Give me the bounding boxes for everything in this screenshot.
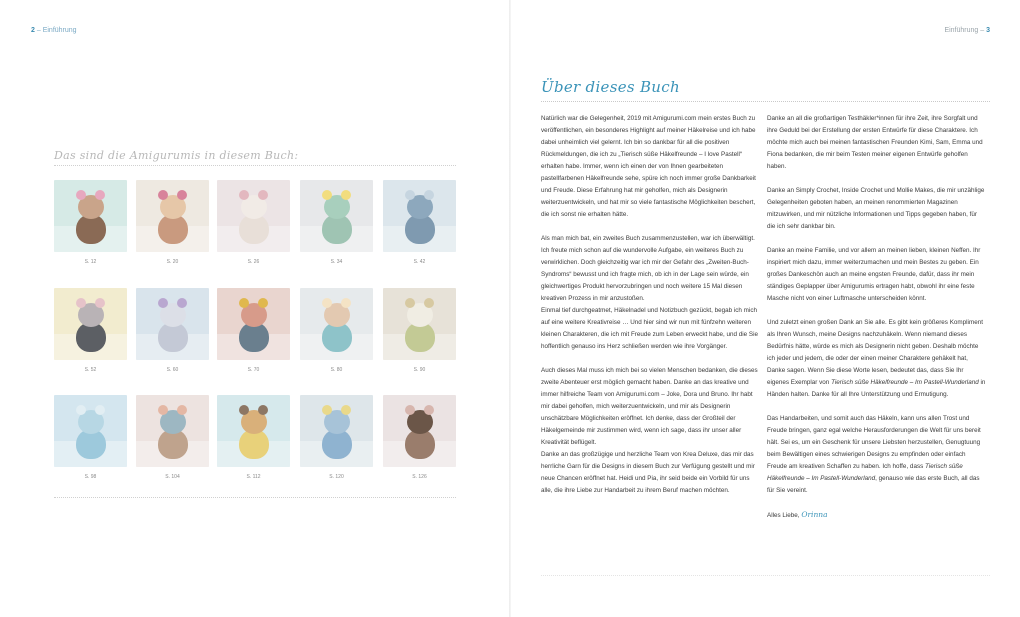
paragraph: Danke an meine Familie, und vor allem an meinen lieben, kleinen Neffen. Ihr inspiriert mich dazu, immer weiterzumachen und mein Bestes zu geben. Ein großes Dankeschön auch an meine engsten Freunde, dafür, dass ihr mein ständiges Geplapper über Amigurumis ertragen habt, obwohl ihr eine feste Masche nicht von einer Luftmasche unterscheiden könnt. (767, 247, 981, 302)
paragraph: Als man mich bat, ein zweites Buch zusammenzustellen, war ich überwältigt. Ich freute mich schon auf die wundervolle Aufgabe, ein weiteres Buch zu verwirklichen. Doch gleichzeitig war ich mir der Gefahr des „Zweiten-Buch-Syndroms“ bewusst und ich fragte mich, ob ich in der Lage sein würde, ein gleichwertiges Produkt hervorzubringen und noch weitere 15 Mal diesen kreativen Prozess in mir anzustoßen. (541, 235, 755, 302)
amigurumi-photo (300, 288, 373, 360)
amigurumi-photo (300, 395, 373, 467)
toy-ear (405, 190, 415, 200)
toy-ear (322, 298, 332, 308)
amigurumi-photo (217, 395, 290, 467)
photo-caption: S. 42 (413, 259, 426, 265)
toy-ear (424, 190, 434, 200)
toy-ear (341, 190, 351, 200)
paragraph: Danke an Simply Crochet, Inside Crochet und Mollie Makes, die mir unzählige Gelegenheiten geboten haben, an meinen renommierten Magazinen mitzuwirken, und mir nützliche Informationen und Tipps gegeben haben, für die ich sehr dankbar bin. (767, 187, 985, 230)
toy-ear (158, 298, 168, 308)
toy-ear (177, 298, 187, 308)
photo-caption: S. 98 (84, 474, 97, 480)
photo-caption: S. 126 (412, 474, 427, 480)
toy-ear (158, 190, 168, 200)
toy-ear (95, 405, 105, 415)
closing (767, 509, 986, 522)
title-divider (541, 101, 990, 102)
page-title: Über dieses Buch (541, 78, 680, 96)
amigurumi-grid-title: Das sind die Amigurumis in diesem Buch: (54, 149, 299, 162)
paragraph (767, 413, 986, 497)
right-page-header (944, 27, 990, 34)
paragraph: Danke an all die großartigen Testhäkler*innen für ihre Zeit, ihre Sorgfalt und ihre Geduld bei der Erstellung der ersten Entwürfe für diese Charaktere. Ich möchte mich auch bei meinen fantastischen Freunden Kimi, Sam, Emma und Fiona bedanken, die mir beim Testen meiner eigenen Entwürfe geholfen haben. (767, 115, 983, 170)
photo-caption: S. 52 (84, 367, 97, 373)
amigurumi-photo (383, 288, 456, 360)
photo-caption: S. 20 (166, 259, 179, 265)
toy-ear (76, 405, 86, 415)
left-page-header (31, 27, 77, 34)
toy-ear (76, 190, 86, 200)
grid-title-divider (54, 165, 456, 166)
photo-caption: S. 34 (330, 259, 343, 265)
toy-ear (239, 190, 249, 200)
text-column-right (767, 113, 986, 534)
paragraph: Natürlich war die Gelegenheit, 2019 mit Amigurumi.com mein erstes Buch zu veröffentlichen, ein besonderes Highlight auf meiner Häkelreise und ich habe dabei unheimlich viel gelernt. Ich bin so dankbar für all die positiven Rückmeldungen, die ich zu „Tierisch süße Häkelfreunde – I love Pastell“ erhalten habe. Immer, wenn ich einen der von Ihnen gearbeiteten pastellfarbenen Häkelfreunde sehe, spüre ich noch immer große Dankbarkeit und Freude. Diese Erfahrung hat mir geholfen, mich als Designerin weiterzuentwickeln, und hat mir so viele fantastische Möglichkeiten beschert, die ich sonst nie erhalten hätte. (541, 115, 756, 218)
right-page-section: Einführung – (944, 27, 985, 34)
toy-ear (158, 405, 168, 415)
toy-ear (405, 298, 415, 308)
toy-ear (239, 405, 249, 415)
toy-ear (177, 405, 187, 415)
amigurumi-photo (54, 395, 127, 467)
right-page-number: 3 (986, 27, 990, 34)
text-column-left (541, 113, 760, 509)
left-page-number: 2 (31, 27, 35, 34)
toy-ear (322, 405, 332, 415)
paragraph-text: in Händen halten. Danke für all Ihre Unterstützung und Ermutigung. (767, 379, 986, 398)
photo-caption: S. 70 (247, 367, 260, 373)
toy-ear (258, 405, 268, 415)
amigurumi-photo (54, 180, 127, 252)
amigurumi-photo (136, 395, 209, 467)
paragraph (767, 317, 986, 401)
toy-ear (322, 190, 332, 200)
photo-caption: S. 120 (329, 474, 344, 480)
photo-caption: S. 104 (165, 474, 180, 480)
photo-caption: S. 90 (413, 367, 426, 373)
amigurumi-photo (136, 180, 209, 252)
paragraph-text: , genauso wie das erste Buch, all das für Sie vereint. (767, 475, 980, 494)
amigurumi-photo (383, 395, 456, 467)
closing-text: Alles Liebe, (767, 512, 800, 519)
book-title-emphasis: Tierisch süße Häkelfreunde – Im Pastell-Wunderland (767, 463, 963, 482)
photo-caption: S. 12 (84, 259, 97, 265)
toy-ear (258, 298, 268, 308)
amigurumi-photo (300, 180, 373, 252)
signature: Orinna (801, 510, 828, 519)
book-spine (509, 0, 511, 617)
toy-ear (95, 298, 105, 308)
photo-caption: S. 26 (247, 259, 260, 265)
amigurumi-photo (136, 288, 209, 360)
page-bottom-divider (541, 575, 990, 576)
paragraph: Einmal tief durchgeatmet, Häkelnadel und Notizbuch gezückt, begab ich mich auf eine weitere Kreativreise … Und hier sind wir nun mit fünfzehn weiteren kleinen Charakteren, die ich mit Freude zum Leben erweckt habe, und die Sie hoffentlich genauso ins Herz schließen werden wie ihre Vorgänger. (541, 307, 759, 350)
paragraph: Auch dieses Mal muss ich mich bei so vielen Menschen bedanken, die dieses zweite Abenteuer erst möglich gemacht haben. Danke an das kreative und immer hilfreiche Team von Amigurumi.com – Joke, Dora und Bruno. Ihr habt mir dabei geholfen, mich weiterzuentwickeln, und mir als Designerin unschätzbare Möglichkeiten eröffnet. Ich denke, dass der Großteil der Häkelgemeinde mir zustimmen wird, wenn ich sage, dass ihr unser aller Kreativität beflügelt. (541, 367, 758, 446)
toy-ear (341, 405, 351, 415)
paragraph-text: Und zuletzt einen großen Dank an Sie alle. Es gibt kein größeres Kompliment als Ihren Wunsch, meine Designs nachzuhäkeln. Wenn niemand dieses Bedürfnis hätte, würde es mich als Designerin nicht geben. Deshalb möchte ich jeder und jedem, die oder der einen meiner Charaktere gehäkelt hat, Danke sagen. Wenn Sie diese Worte lesen, bedeutet das, dass Sie Ihr eigenes Exemplar von (767, 319, 983, 386)
toy-ear (258, 190, 268, 200)
amigurumi-photo (217, 288, 290, 360)
left-page-section: – Einführung (36, 27, 77, 34)
toy-ear (424, 298, 434, 308)
amigurumi-photo (54, 288, 127, 360)
paragraph-text: Das Handarbeiten, und somit auch das Häkeln, kann uns allen Trost und Freude bringen, ganz egal welche Herausforderungen die Welt für uns bereit hält. Sei es, um ein Geschenk für unsere Liebsten herzustellen, Genugtuung beim Bewältigen eines schwierigen Designs zu empfinden oder einfach Freude am kreativen Schaffen zu haben. Ich hoffe, dass (767, 415, 981, 470)
toy-ear (95, 190, 105, 200)
book-title-emphasis: Tierisch süße Häkelfreunde – Im Pastell-Wunderland (831, 379, 979, 386)
photo-caption: S. 60 (166, 367, 179, 373)
toy-ear (177, 190, 187, 200)
toy-ear (76, 298, 86, 308)
toy-ear (341, 298, 351, 308)
toy-ear (239, 298, 249, 308)
photo-caption: S. 112 (246, 474, 261, 480)
paragraph: Danke an das großzügige und herzliche Team von Krea Deluxe, das mir das herrliche Garn für die Designs in diesem Buch zur Verfügung gestellt und mir neue Chancen eröffnet hat. Heidi und Pia, ihr seid beide ein Vorbild für uns alle, die ihre Liebe zur Handarbeit zu ihrem Beruf machen möchten. (541, 451, 755, 494)
amigurumi-photo (217, 180, 290, 252)
toy-ear (405, 405, 415, 415)
grid-bottom-divider (54, 497, 456, 498)
amigurumi-photo (383, 180, 456, 252)
photo-caption: S. 80 (330, 367, 343, 373)
toy-ear (424, 405, 434, 415)
